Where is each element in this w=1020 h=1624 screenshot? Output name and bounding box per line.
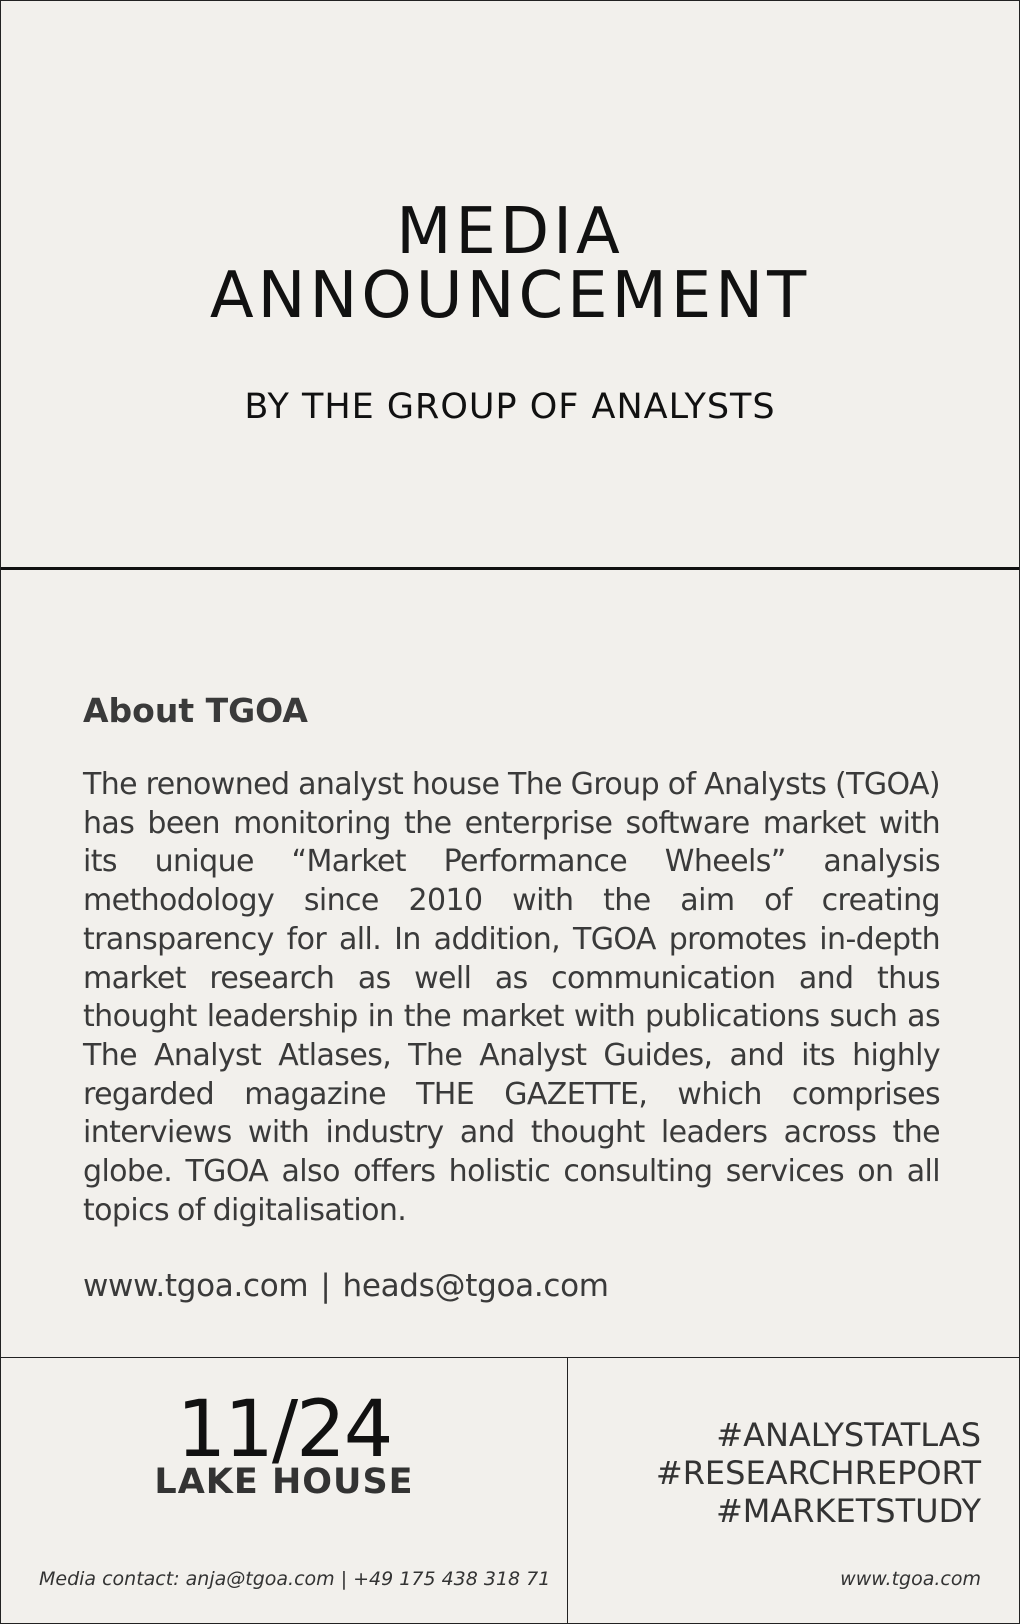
about-heading: About TGOA (83, 691, 308, 730)
media-contact: Media contact: anja@tgoa.com | +49 175 438 318 71 (39, 1568, 551, 1590)
about-body: The renowned analyst house The Group of Analysts (TGOA) has been monitoring the enterprise software market with its unique “Market Performance Wheels” analysis methodology since 2010 with the aim of creating transparency for all. In addition, TGOA promotes in-depth market research as well as communication and thus thought leadership in the market with publications such as The Analyst Atlases, The Analyst Guides, and its highly regarded magazine THE GAZETTE, which comprises interviews with industry and thought leaders across the globe. TGOA also offers holistic consulting services on all topics of digitalisation. (83, 767, 940, 1228)
hashtag-analystatlas: #ANALYSTATLAS (716, 1416, 981, 1454)
header-section (1, 1, 1019, 570)
hashtag-list (656, 1416, 981, 1530)
event-date: 11/24 (176, 1385, 392, 1475)
title-line-media: MEDIA (396, 195, 624, 269)
footer-section (1, 1357, 1019, 1624)
contact-line (83, 1268, 940, 1304)
footer-url[interactable]: www.tgoa.com (840, 1568, 981, 1590)
footer-divider (567, 1358, 568, 1624)
website-link[interactable]: www.tgoa.com (83, 1268, 309, 1305)
hashtag-marketstudy: #MARKETSTUDY (715, 1492, 981, 1530)
email-link[interactable]: heads@tgoa.com (342, 1268, 609, 1305)
contact-separator: | (320, 1268, 331, 1305)
event-venue: LAKE HOUSE (154, 1462, 414, 1502)
subtitle: BY THE GROUP OF ANALYSTS (244, 387, 776, 427)
about-section (83, 691, 940, 1304)
hashtag-researchreport: #RESEARCHREPORT (655, 1454, 981, 1492)
title-line-announcement: ANNOUNCEMENT (209, 259, 811, 333)
